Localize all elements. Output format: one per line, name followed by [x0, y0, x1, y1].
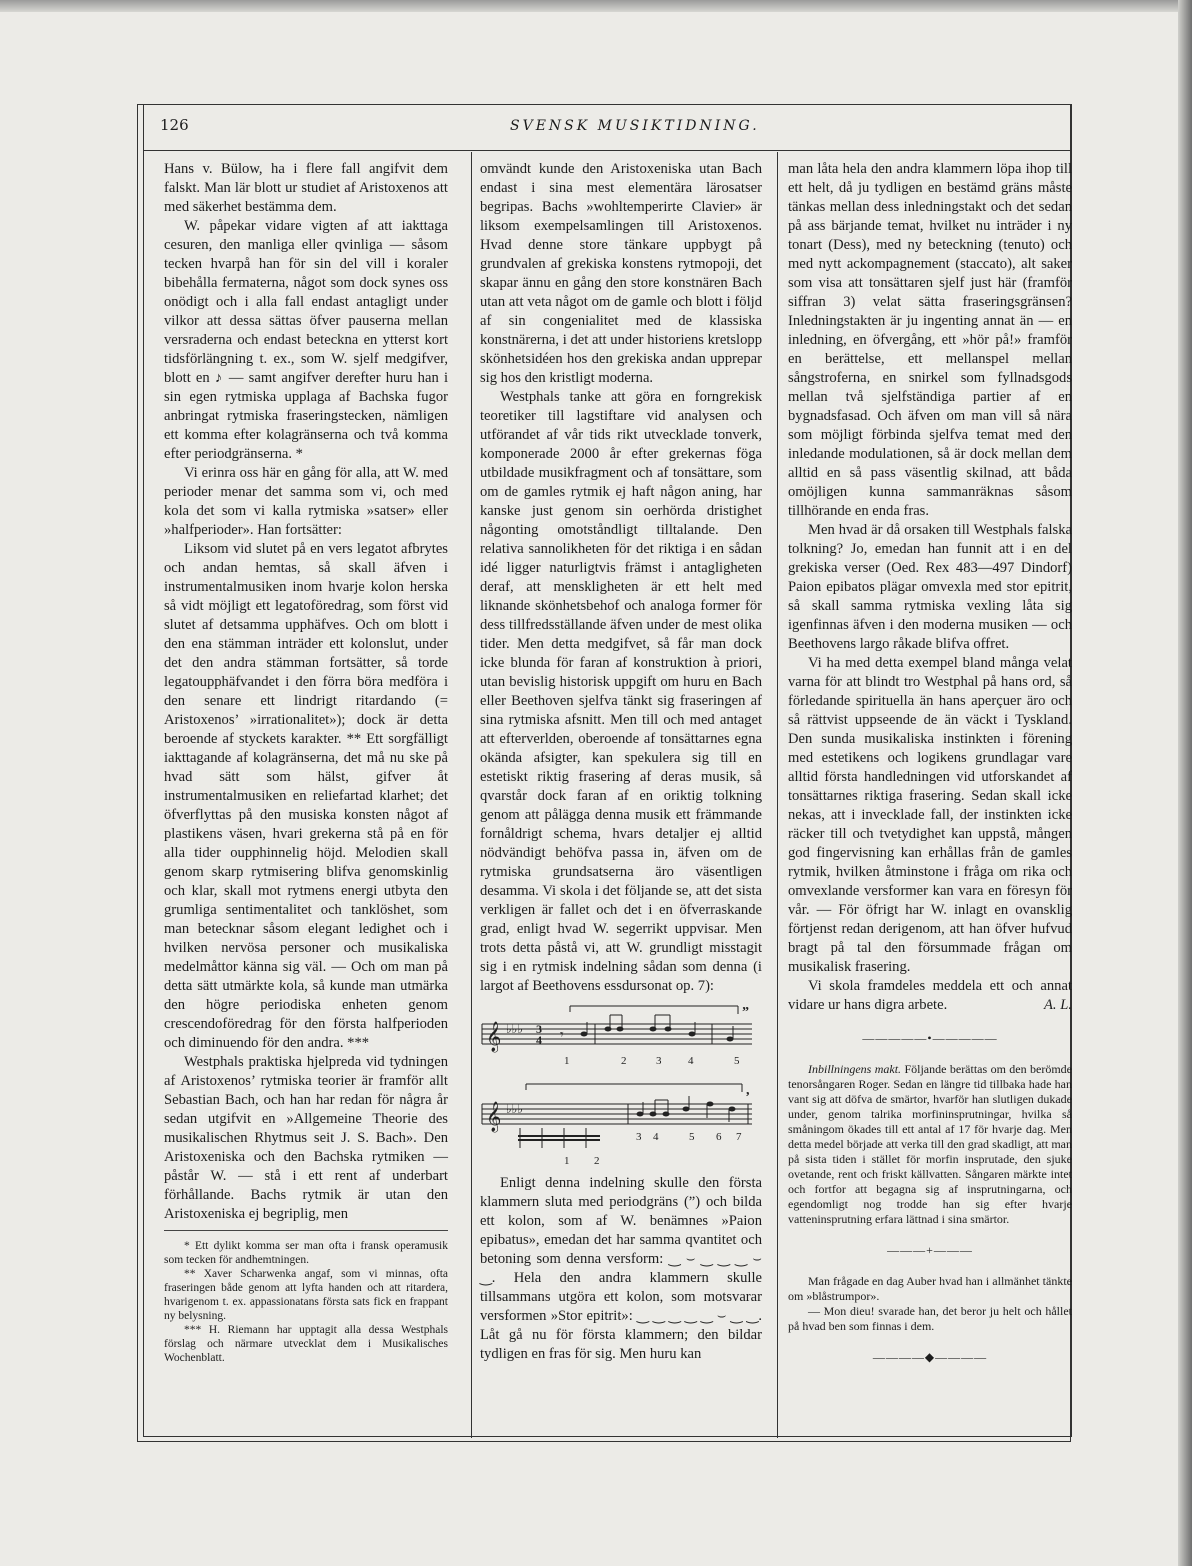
- page-number: 126: [160, 116, 189, 134]
- news-item-2: Man frågade en dag Auber hvad han i allmänhet tänkte om »blåstrumpor».: [788, 1274, 1072, 1303]
- svg-text:♭♭♭: ♭♭♭: [506, 1022, 523, 1036]
- running-head: SVENSK MUSIKTIDNING.: [510, 118, 760, 134]
- news-item-1: Inbillningens makt. Följande berättas om den berömde tenorsångaren Roger. Sedan en längre tid tillbaka hade han vant sig att döfva de smärtor, hvarför han slutligen dukade under, genom talrika morfininsprutningar, hvilka så småningom ökades till ett antal af 17 för hvarje dag. Men detta medel började att verka till den grad skadligt, att man på sista tiden i stället för morfin insprutade, den sjuke ovetande, rent och friskt källvatten. Sångaren märkte intet och fortfor att begagna sig af insprutningarna, och egendomligt nog trodde han sig efter hvarje vatteninsprutning erfara lättnad i sina smärtor.: [788, 1062, 1073, 1226]
- col1-paragraph-1: Hans v. Bülow, ha i flere fall angifvit dem falskt. Man lär blott ur studiet af Aristoxenos att med säkerhet bestämma dem.: [164, 161, 448, 215]
- ex2-number-5: 5: [689, 1131, 695, 1143]
- footnote-3: *** H. Riemann har upptagit alla dessa Westphals förslag och närmare utvecklat dem i Musikalisches Wochenblatt.: [164, 1324, 448, 1364]
- col2-paragraph-1: omvändt kunde den Aristoxeniska utan Bach endast i sina mest elementära lärosatser begripas. Bachs »wohltemperirte Clavier» är liksom exempelsamlingen till Aristoxenos. Hvad denne store tänkare uppbygt på grundvalen af grekiska konstens rytmopoji, det skapar ännu en gång den store konstnären Bach utan att veta något om de gamle och blott i följd af sin congenialitet med de klassiska konstnärerna, i det att under historiens kretslopp skönhetsidéen hos den grekiska andan upprepar sig hos den kristligt moderna.: [480, 161, 762, 386]
- column-3: [788, 160, 1072, 1381]
- column-divider-2: [777, 152, 778, 1438]
- music-example-1: [480, 1002, 762, 1072]
- music-example-2: [480, 1078, 762, 1170]
- music-staff-2: [480, 1078, 762, 1170]
- ex2-number-2: 2: [594, 1155, 600, 1167]
- news-item-1-title: Inbillningens makt.: [808, 1062, 902, 1076]
- svg-text:𝄞: 𝄞: [486, 1102, 502, 1131]
- col3-paragraph-1: man låta hela den andra klammern löpa ihop till ett helt, då ju tydligen en bestämd gräns måste tänkas mellan dess inledningstakt och det sedan på ass bärjande temat, hvilket nu inträder i ny tonart (Dess), med ny beteckning (tenuto) och med nytt ackompagnement (staccato), alt saker som visa att tonsättaren sjelf just här (framför siffran 3) velat sätta fraseringsgränsen? Inledningstakten är ju ingenting annat än — en inledning, en öfvergång, ett »hör på!» framför en berättelse, ett mellanspel mellan sångstroferna, en snirkel som fyllnadsgods mellan två sjelfständiga partier af en bygnadsfasad. Och äfven om man vill så nära som möjligt förbinda sjelfva temat med den inledande modulationen, så är dock mellan dem alltid en så pass väsentlig skilnad, att båda omöjligen kunna sammanräknas såsom tillhörande en enda fras.: [788, 161, 1072, 519]
- ex1-number-1: 1: [564, 1055, 570, 1067]
- ex1-number-4: 4: [688, 1055, 694, 1067]
- footnote-2: ** Xaver Scharwenka angaf, som vi minnas, ofta fraseringen både genom att lyfta handen och att ritardera, hvarigenom t. ex. appassionatans första sats fick en frappant ny belysning.: [164, 1268, 448, 1322]
- news-item-2-reply: — Mon dieu! svarade han, det beror ju helt och hållet på hvad ben som finnas i dem.: [788, 1304, 1072, 1333]
- ex1-number-2: 2: [621, 1055, 627, 1067]
- ex2-number-7: 7: [736, 1131, 742, 1143]
- signature: A. L.: [1044, 997, 1072, 1013]
- col1-paragraph-3: Vi erinra oss här en gång för alla, att W. med perioder menar det samma som vi, och med kola det som vi kalla rytmiska »satser» eller »halfperioder». Han fortsätter:: [164, 465, 448, 538]
- ex2-number-3: 3: [636, 1131, 642, 1143]
- ex1-number-5: 5: [734, 1055, 740, 1067]
- ornament-divider-3: ————◆————: [872, 1350, 988, 1364]
- column-1: [164, 160, 448, 1365]
- ex1-number-3: 3: [656, 1055, 662, 1067]
- ornament-divider-2: ———+———: [887, 1243, 973, 1257]
- col1-quote: Liksom vid slutet på en vers legatot afbrytes och andan hemtas, så skall äfven i instrumentalmusiken inom hvarje kolon herska så vidt möjligt ett legatoföredrag, som först vid slutet af detsamma upphäfves. Och om blott i den ena stämman inträder ett kolonslut, under det den andra stämman fortsätter, så torde legatoupphäfvandet i den förra böra medföra i den senare ett lindrigt ritardando (= Aristoxenos’ »irrationalitet»); dock är detta beroende af styckets karakter. ** Ett sorgfälligt iakttagande af kolagränserna, det må nu ske på hvad sätt som hälst, gifver åt instrumentalmusiken en reliefartad klarhet; det öfverflyttas på den musiska konsten något af plastikens väsen, hvari grekerna stå på en för alla tider oupphinnelig höjd. Melodien skall genom skarp rytmisering blifva genomskinlig och klar, skall mot rytmens energi utbyta den grumliga sentimentalitet och tanklöshet, som man betecknar såsom elegant ledighet och i hvilken nervösa personer och musikaliska medelmåttor känna sig väl. — Och om man på detta sätt utmärkte kola, så kunde man utmärka den högre periodiska enheten genom crescendoföredrag för den första halfperioden och diminuendo för den andra. ***: [164, 541, 448, 1051]
- svg-text:♭♭♭: ♭♭♭: [506, 1102, 523, 1116]
- ex2-number-6: 6: [716, 1131, 722, 1143]
- footnote-separator: [164, 1230, 448, 1231]
- column-2: [480, 160, 762, 1364]
- scan-edge-right: [1178, 0, 1192, 1566]
- music-staff-1: [480, 1002, 762, 1072]
- col3-paragraph-2: Men hvad är då orsaken till Westphals falska tolkning? Jo, emedan han funnit att i en del grekiska verser (Oed. Rex 483—497 Dindorf) Paion epibatos plägar omvexla med stor epitrit, så skall samma rytmiska vexling låta sig igenfinnas äfven i den moderna musiken — och Beethovens largo råkade blifva offret.: [788, 522, 1072, 652]
- time-sig-top: 3: [536, 1022, 542, 1036]
- col1-paragraph-4: Westphals praktiska hjelpreda vid tydningen af Aristoxenos’ rytmiska teorier är framför allt Sebastian Bach, och han har redan för några år sedan utgifvit en »Allgemeine Theorie des musikalischen Rhytmus seit J. S. Bach». Den Aristoxeniska och den Bachska rytmiken — påstår W. — stå i ett rent af underbart förhållande. Bachs rytmik är utan den Aristoxeniska ej begriplig, men: [164, 1054, 448, 1222]
- phrase-mark-1: ”: [742, 1005, 749, 1020]
- column-divider-1: [471, 152, 472, 1438]
- col1-paragraph-2: W. påpekar vidare vigten af att iakttaga cesuren, den manliga eller qvinliga — såsom tecken hvarpå han för sin del vill i koraler bibehålla fermaterna, något som dock synes oss onödigt och i alla fall endast antagligt under vilkor att dessa sättas öfver pauserna mellan versraderna och endast beteckna en ytterst kort tidsförlängning t. ex., som W. sjelf medgifver, blott en ♪ — samt angifver derefter huru han i sin egen rytmiska upplaga af Bachska fugor anbringat rytmiska fraseringstecken, nämligen ett komma efter kolagränserna och två komma efter periodgränserna. *: [164, 218, 448, 462]
- ornament-divider-1: —————•—————: [862, 1031, 998, 1045]
- col2-paragraph-3: Enligt denna indelning skulle den första klammern sluta med periodgräns (”) och bilda ett kolon, som af W. benämnes »Paion epibatus», emedan det har samma qvantitet och betoning som denna versform: ‿ ⌣ ‿ ‿ ‿ ⌣ ‿. Hela den andra klammern skulle tillsammans utgöra ett kolon, som motsvarar versformen »Stor epitrit»: ‿ ‿ ‿ ‿ ‿ ⌣ ‿ ‿. Låt gå nu för första klammern; den bildar tydligen en fras för sig. Men huru kan: [480, 1175, 762, 1362]
- col3-paragraph-4: Vi skola framdeles meddela ett och annat vidare ur hans digra arbete. A. L.: [788, 978, 1072, 1013]
- header-rule: [143, 150, 1071, 151]
- ex2-number-4: 4: [653, 1131, 659, 1143]
- ex2-number-1: 1: [564, 1155, 570, 1167]
- col2-paragraph-2: Westphals tanke att göra en forngrekisk teoretiker till lagstiftare vid analysen och utförandet af vår tids rikt utvecklade tonverk, komponerade 2000 år efter grekernas föga utbildade musikfragment och af tonsättare, som om de gamles rytmik ej haft någon aning, har kanske just genom sin oerhörda dristighet någonting omotståndligt tilltalande. Den relativa sannolikheten för det riktiga i en sådan idé ligger naturligtvis främst i antagligheten deraf, att menskligheten är ett helt med liknande skönhetsbehof och analoga former för dess tillfredsställande äfven under de mest olika tider. Men detta medgifvet, så får man dock icke blunda för faran af konstruktion à priori, utan bevislig historisk uppgift om huru en Bach eller Beethoven sjelfva tänkt sig fraseringen af sina rytmiska afsnitt. Men till och med antaget att efterverlden, oberoende af tonsättarnes egna okända afsigter, kan spekulera sig till en estetiskt riktig frasering af deras musik, så qvarstår dock faran af en oriktig tolkning genom att pålägga denna musik ett främmande fornåldrigt schema, hvars detaljer ej alltid nödvändigt behöfva passa in, äfven om de rytmiska grundsatserna äro väsentligen desamma. Vi skola i det följande se, att det sista verkligen är fallet och det i en öfverraskande grad, enligt hvad W. segerrikt uppvisar. Men trots detta påstå vi, att W. grundligt misstagit sig i en rytmisk indelning sådan som denna (i largot af Beethovens essdursonat op. 7):: [480, 389, 762, 994]
- footnote-1: * Ett dylikt komma ser man ofta i fransk operamusik som tecken för andhemtningen.: [164, 1240, 448, 1266]
- svg-text:𝄾: 𝄾: [560, 1028, 564, 1043]
- col3-paragraph-3: Vi ha med detta exempel bland många velat varna för att blindt tro Westphal på hans ord, så förledande spirituella än hans aperçuer äro och så rättvist uppseende de än väckt i Tyskland. Den sunda musikaliska instinkten i förening med estetikens och logikens grundlagar vare alltid första handledningen vid utforskandet af tonsättarnes riktiga frasering. Sedan skall icke nekas, att i invecklade fall, der instinkten icke räcker till och tvetydighet kan uppstå, mången god fingervisning kan erhållas från de gamles rytmik, hvilken åtminstone i fråga om rika och omvexlande versformer kan vara en föresyn för vår. — För öfrigt har W. inlagt en ovansklig förtjenst redan derigenom, att han öfver hufvud bragt på tal den försummade frågan om musikalisk frasering.: [788, 655, 1072, 975]
- phrase-mark-2: ,: [746, 1083, 750, 1098]
- scan-edge-top: [0, 0, 1192, 12]
- svg-text:𝄞: 𝄞: [486, 1022, 502, 1051]
- time-sig-bottom: 4: [536, 1033, 542, 1047]
